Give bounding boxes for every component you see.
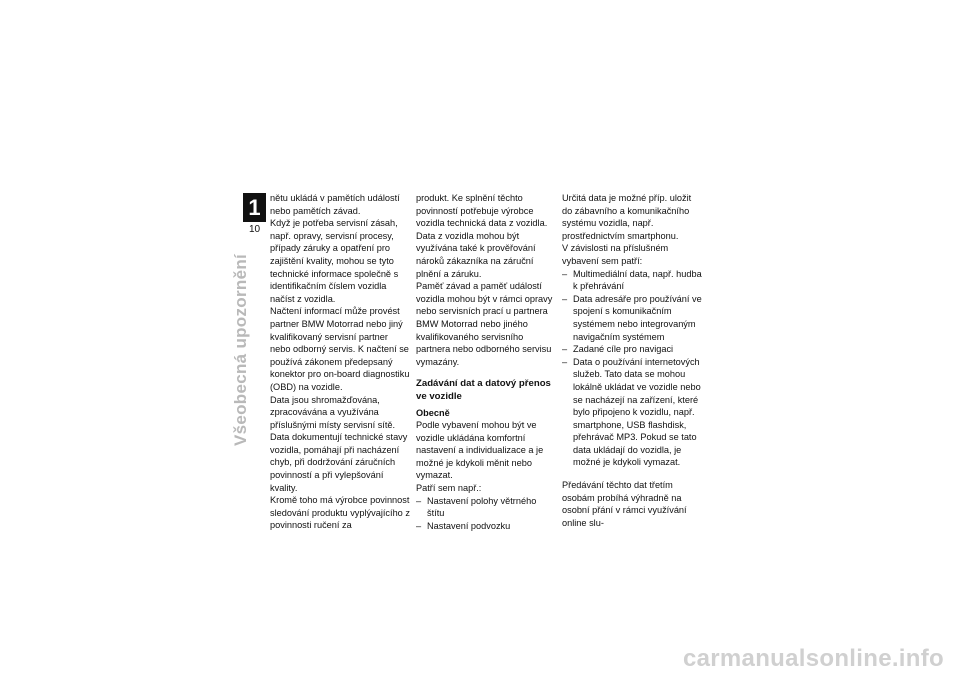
list-item: – Zadané cíle pro navigaci — [562, 343, 702, 356]
section-heading: Zadávání dat a datový přenos ve vozidle — [416, 378, 551, 402]
list-item: – Multimediální data, např. hudba k přehrávání — [562, 268, 702, 293]
list-item: – Data adresáře pro používání ve spojení s komunikačním systémem nebo integrovaným navigačním systémem — [562, 293, 702, 343]
list-item: – Nastavení polohy větrného štítu — [416, 495, 556, 520]
list-item: – Data o používání internetových služeb. Tato data se mohou lokálně ukládat ve vozidle nebo se nacházejí na zařízení, které bylo připojeno k vozidlu, např. smartphone, USB flashdisk, přehrávač MP3. Pokud se tato data ukládají do vozidla, je možné je kdykoli vymazat. — [562, 356, 702, 469]
page-number: 10 — [248, 224, 261, 235]
paragraph: nětu ukládá v pamětích událostí nebo pamětích závad. — [270, 193, 400, 216]
paragraph: produkt. Ke splnění těchto povinností potřebuje výrobce vozidla technická data z vozidla. Data z vozidla mohou být využívána také k prověřování nároků zákazníka na záruční plnění a záruku. — [416, 193, 548, 279]
paragraph: Patří sem např.: — [416, 483, 482, 494]
paragraph: Předávání těchto dat třetím osobám probíhá výhradně na osobní přání v rámci využívání online slu- — [562, 480, 687, 528]
chapter-number: 1 — [243, 193, 266, 222]
paragraph: V závislosti na příslušném vybavení sem patří: — [562, 243, 669, 266]
bullet-list — [416, 495, 556, 533]
watermark: carmanualsonline.info — [682, 645, 944, 672]
section-title-vertical: Všeobecná upozornění — [231, 253, 250, 447]
bullet-list — [562, 268, 702, 470]
list-item: – Nastavení podvozku — [416, 520, 556, 533]
paragraph: Podle vybavení mohou být ve vozidle ukládána komfortní nastavení a individualizace a je možné je kdykoli měnit nebo vymazat. — [416, 420, 544, 481]
paragraph: Kromě toho má výrobce povinnost sledování produktu vyplývajícího z povinnosti ručení za — [270, 495, 410, 531]
text-column-3 — [562, 192, 702, 529]
text-column-2 — [416, 192, 556, 532]
paragraph: Data jsou shromažďována, zpracovávána a využívána příslušnými místy servisní sítě. Data dokumentují technické stavy vozidla, pomáhají při nacházení chyb, při dodržování záručních povinností a při vylepšování kvality. — [270, 394, 408, 493]
text-column-1 — [270, 192, 410, 532]
paragraph: Načtení informací může provést partner BMW Motorrad nebo jiný kvalifikovaný servisní partner nebo odborný servis. K načtení se používá zákonem předepsaný konektor pro on-board diagnostiku (OBD) na vozidle. — [270, 306, 410, 392]
subsection-heading: Obecně — [416, 407, 450, 418]
paragraph: Určitá data je možné příp. uložit do zábavního a komunikačního systému vozidla, např. prostřednictvím smartphonu. — [562, 193, 692, 241]
paragraph: Paměť závad a paměť událostí vozidla mohou být v rámci opravy nebo servisních prací u partnera BMW Motorrad nebo jiného kvalifikovaného servisního partnera nebo odborného servisu vymazány. — [416, 281, 553, 367]
paragraph: Když je potřeba servisní zásah, např. opravy, servisní procesy, případy záruky a opatření pro zajištění kvality, mohou se tyto technické informace společně s identifikačním číslem vozidla načíst z vozidla. — [270, 218, 399, 304]
